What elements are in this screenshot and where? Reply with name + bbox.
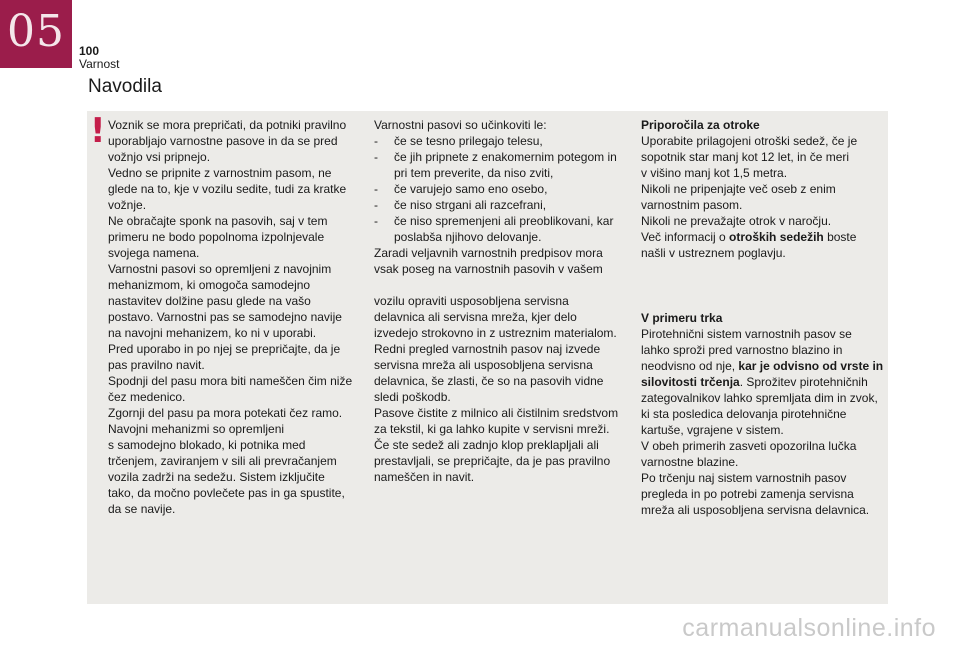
list-intro: Varnostni pasovi so učinkoviti le: <box>374 118 547 132</box>
text-line: glede na to, kje v vozilu sedite, tudi za kratke <box>108 182 347 196</box>
text-line: Po trčenju naj sistem varnostnih pasov <box>641 471 847 485</box>
list-item-text: če niso strgani ali razcefrani, <box>394 198 547 212</box>
subheading-children: Priporočila za otroke <box>641 118 760 132</box>
text-line <box>641 374 886 390</box>
text-line: primeru ne bodo popolnoma izpolnjevale <box>108 230 325 244</box>
text-line: vozila zadrži na sedežu. Sistem izklјučite <box>108 470 325 484</box>
text-line: zategovalnikov lahko spremljata dim in zvok, <box>641 391 878 405</box>
text-line: pas pravilno navit. <box>108 358 205 372</box>
text-line: Pirotehnični sistem varnostnih pasov se <box>641 327 852 341</box>
text-line: Navojni mehanizmi so opremljeni <box>108 422 285 436</box>
text-bold: kar je odvisno od vrste in <box>738 359 884 373</box>
text-line: V obeh primerih zasveti opozorilna lučka <box>641 439 857 453</box>
text-line: Varnostni pasovi so opremljeni z navojnim <box>108 262 332 276</box>
list-item <box>374 197 624 213</box>
text-line: prestavljali, se prepričajte, da je pas pravilno <box>374 454 611 468</box>
page-title: Navodila <box>88 76 162 97</box>
list-item-text: če se tesno prilegajo telesu, <box>394 134 543 148</box>
text-line: mreža ali usposobljena servisna delavnica. <box>641 503 870 517</box>
column-effectiveness <box>374 117 624 277</box>
text-line: našli v ustreznem poglavju. <box>641 246 786 260</box>
text-line: Voznik se mora prepričati, da potniki pravilno <box>108 118 347 132</box>
column-children <box>641 117 886 261</box>
text-line: Nikoli ne prevažajte otrok v naročju. <box>641 214 832 228</box>
text-line <box>641 229 886 245</box>
watermark: carmanualsonline.info <box>682 614 936 642</box>
text-line: Zaradi veljavnih varnostnih predpisov mora <box>374 246 603 260</box>
text-line: varnostne blazine. <box>641 455 739 469</box>
text-line: Nikoli ne pripenjajte več oseb z enim <box>641 182 836 196</box>
ref-prefix: Več informacij o <box>641 230 730 244</box>
text-line: svojega namena. <box>108 246 200 260</box>
text-line: uporabljajo varnostne pasove in da se pred <box>108 134 338 148</box>
text-line: Spodnji del pasu mora biti nameščen čim niže <box>108 374 353 388</box>
text-suffix: . Sprožitev pirotehničnih <box>739 375 868 389</box>
text-line: trčenjem, zaviranjem v sili ali prevračanjem <box>108 454 337 468</box>
dash-bullet: - <box>374 150 378 164</box>
text-line: Če ste sedež ali zadnjo klop preklapljali ali <box>374 438 599 452</box>
text-line: pregleda in po potrebi zamenja servisna <box>641 487 854 501</box>
chapter-tab <box>0 0 72 68</box>
text-line: nameščen in navit. <box>374 470 475 484</box>
text-line: vožnje. <box>108 198 147 212</box>
text-line: na navojni mehanizem, ko ni v uporabi. <box>108 326 317 340</box>
text-line: Redni pregled varnostnih pasov naj izvede <box>374 342 601 356</box>
text-line <box>641 358 886 374</box>
text-bold: silovitosti trčenja <box>641 375 740 389</box>
list-item-text: če niso spremenjeni ali preoblikovani, kar poslabša njihovo delovanje. <box>394 214 614 244</box>
text-line: ki sta posledica delovanja pirotehnične <box>641 407 847 421</box>
dash-bullet: - <box>374 134 378 148</box>
text-line: lahko sproži pred varnostno blazino in <box>641 343 843 357</box>
list-item <box>374 133 624 149</box>
text-line: Ne obračajte sponk na pasovih, saj v tem <box>108 214 328 228</box>
text-line: varnostnim pasom. <box>641 198 743 212</box>
column-seatbelt-rules <box>108 117 358 517</box>
ref-bold: otroških sedežih <box>729 230 824 244</box>
text-line: nastavitev dolžine pasu glede na vašo <box>108 294 311 308</box>
dash-bullet: - <box>374 198 378 212</box>
dash-bullet: - <box>374 214 378 228</box>
text-prefix: neodvisno od nje, <box>641 359 739 373</box>
text-line: postavo. Varnostni pas se samodejno navije <box>108 310 342 324</box>
dash-bullet: - <box>374 182 378 196</box>
text-line: s samodejno blokado, ki potnika med <box>108 438 306 452</box>
text-line: v višino manj kot 1,5 metra. <box>641 166 788 180</box>
text-line: da se navije. <box>108 502 176 516</box>
text-line: vožnjo vsi pripnejo. <box>108 150 211 164</box>
text-line: Zgornji del pasu pa mora potekati čez ramo. <box>108 406 343 420</box>
text-line: sledi poškodb. <box>374 390 451 404</box>
text-line: servisna mreža ali usposobljena servisna <box>374 358 593 372</box>
text-line: kartuše, vgrajene v sistem. <box>641 423 784 437</box>
list-item-text: če jih pripnete z enakomernim potegom in pri tem preverite, da niso zviti, <box>394 150 617 180</box>
column-collision <box>641 310 886 518</box>
text-line: mehanizmom, ki omogoča samodejno <box>108 278 311 292</box>
text-line: vsak poseg na varnostnih pasovih v vašem <box>374 262 603 276</box>
text-line: Vedno se pripnite z varnostnim pasom, ne <box>108 166 332 180</box>
column-maintenance <box>374 293 624 485</box>
text-line: za tekstil, ki ga lahko kupite v servisni mreži. <box>374 422 610 436</box>
text-line: Pred uporabo in po njej se prepričajte, da je <box>108 342 341 356</box>
ref-suffix: boste <box>823 230 857 244</box>
text-line: Pasove čistite z milnico ali čistilnim sredstvom <box>374 406 619 420</box>
text-line: tako, da močno povlečete pas in ga spustite, <box>108 486 345 500</box>
subheading-collision: V primeru trka <box>641 311 723 325</box>
text-line: izvedejo strokovno in z ustreznim materialom. <box>374 326 617 340</box>
list-item-text: če varujejo samo eno osebo, <box>394 182 548 196</box>
section-name: Varnost <box>79 57 120 71</box>
list-item <box>374 149 624 181</box>
text-line: delavnica, še zlasti, če so na pasovih vidne <box>374 374 604 388</box>
list-item <box>374 181 624 197</box>
text-line: sopotnik star manj kot 12 let, in če meri <box>641 150 850 164</box>
text-line: vozilu opraviti usposobljena servisna <box>374 294 569 308</box>
text-line: delavnica ali servisna mreža, kjer delo <box>374 310 577 324</box>
page-number: 100 <box>79 44 100 58</box>
warning-icon: ! <box>90 111 106 151</box>
list-item <box>374 213 624 245</box>
text-line: Uporabite prilagojeni otroški sedež, če je <box>641 134 858 148</box>
chapter-number: 05 <box>7 6 65 57</box>
text-line: čez medenico. <box>108 390 186 404</box>
